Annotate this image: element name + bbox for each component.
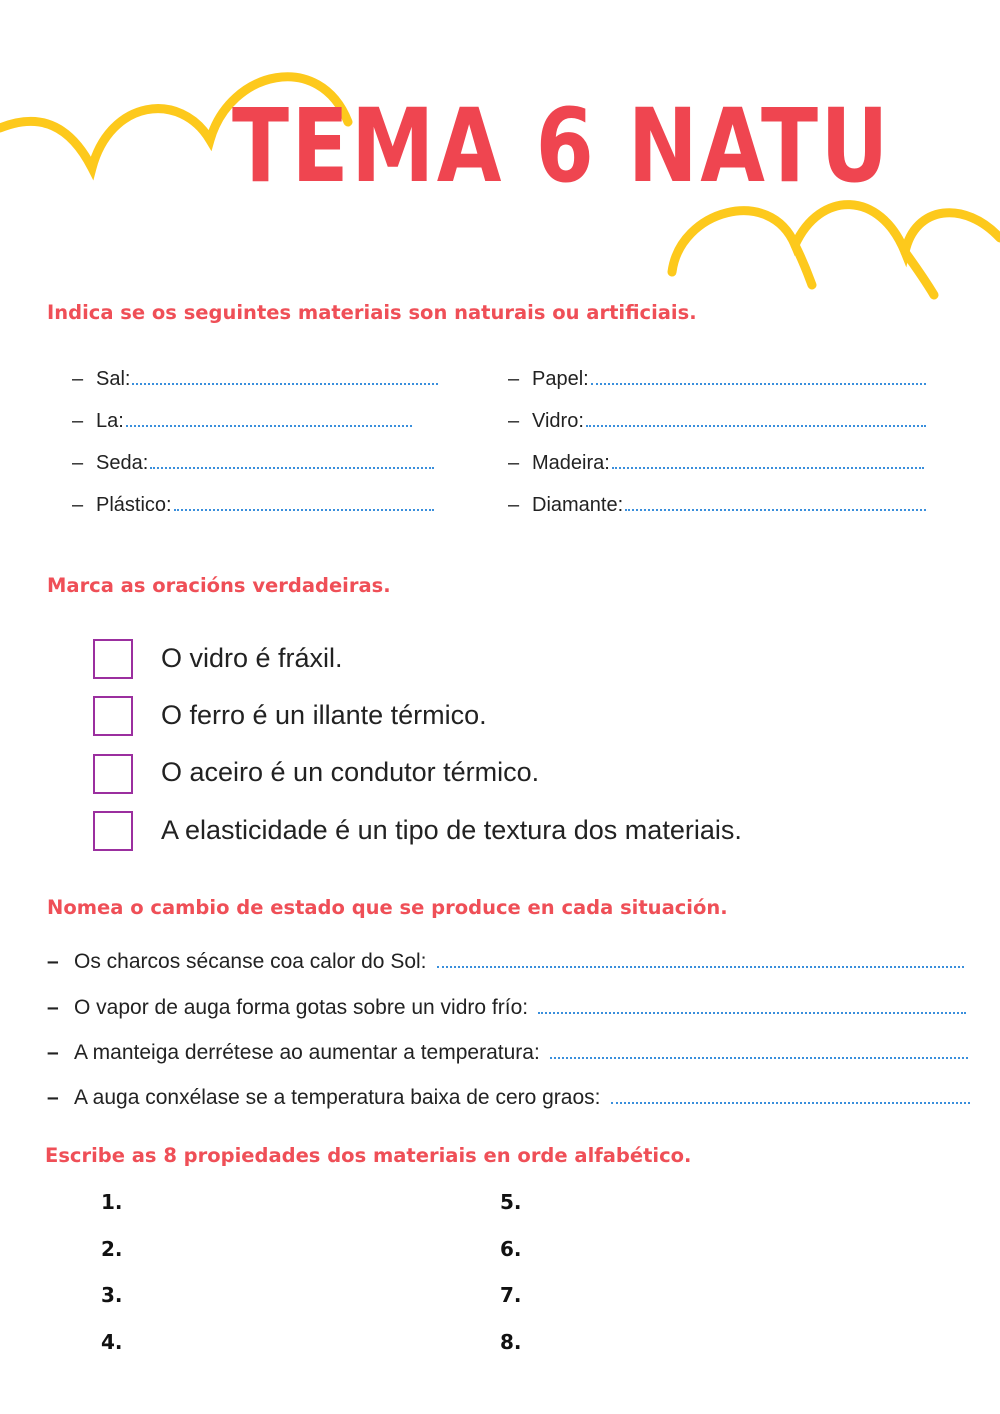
answer-line[interactable] xyxy=(538,1009,966,1014)
statement-checkbox[interactable] xyxy=(93,696,133,736)
statement-text: A elasticidade é un tipo de textura dos materiais. xyxy=(161,815,742,845)
answer-line[interactable] xyxy=(437,963,964,968)
answer-line[interactable] xyxy=(591,380,926,385)
list-number: 8. xyxy=(500,1330,522,1354)
material-item-papel: – Papel: xyxy=(508,368,926,391)
page-title: TEMA 6 NATU xyxy=(232,87,891,206)
list-number: 4. xyxy=(101,1330,123,1354)
material-item-diamante: – Diamante: xyxy=(508,494,926,517)
statement-text: O aceiro é un condutor térmico. xyxy=(161,757,540,787)
section-heading-properties: Escribe as 8 propiedades dos materiais en orde alfabético. xyxy=(45,1144,692,1167)
section-heading-materials: Indica se os seguintes materiais son naturais ou artificiais. xyxy=(47,301,697,324)
situation-item: – A auga conxélase se a temperatura baixa de cero graos: xyxy=(47,1086,970,1110)
answer-line[interactable] xyxy=(132,380,438,385)
situation-item: – A manteiga derrétese ao aumentar a temperatura: xyxy=(47,1041,968,1065)
section-heading-true-statements: Marca as oracións verdadeiras. xyxy=(47,574,391,597)
answer-line[interactable] xyxy=(550,1054,968,1059)
material-item-madeira: – Madeira: xyxy=(508,452,924,475)
statement-checkbox[interactable] xyxy=(93,754,133,794)
answer-line[interactable] xyxy=(586,422,926,427)
list-number: 3. xyxy=(101,1283,123,1307)
list-number: 7. xyxy=(500,1283,522,1307)
statement-checkbox[interactable] xyxy=(93,639,133,679)
answer-line[interactable] xyxy=(174,506,434,511)
material-item-plastico: – Plástico: xyxy=(72,494,434,517)
material-item-la: – La: xyxy=(72,410,412,433)
answer-line[interactable] xyxy=(150,464,434,469)
list-number: 6. xyxy=(500,1237,522,1261)
statement-checkbox[interactable] xyxy=(93,811,133,851)
statement-text: O ferro é un illante térmico. xyxy=(161,700,487,730)
statement-text: O vidro é fráxil. xyxy=(161,643,343,673)
material-item-seda: – Seda: xyxy=(72,452,434,475)
section-heading-state-changes: Nomea o cambio de estado que se produce en cada situación. xyxy=(47,896,728,919)
material-item-vidro: – Vidro: xyxy=(508,410,926,433)
list-number: 5. xyxy=(500,1190,522,1214)
list-number: 1. xyxy=(101,1190,123,1214)
list-number: 2. xyxy=(101,1237,123,1261)
answer-line[interactable] xyxy=(611,1099,971,1104)
answer-line[interactable] xyxy=(612,464,924,469)
situation-item: – O vapor de auga forma gotas sobre un vidro frío: xyxy=(47,996,966,1020)
material-item-sal: – Sal: xyxy=(72,368,438,391)
situation-item: – Os charcos sécanse coa calor do Sol: xyxy=(47,950,964,974)
answer-line[interactable] xyxy=(625,506,926,511)
answer-line[interactable] xyxy=(126,422,412,427)
